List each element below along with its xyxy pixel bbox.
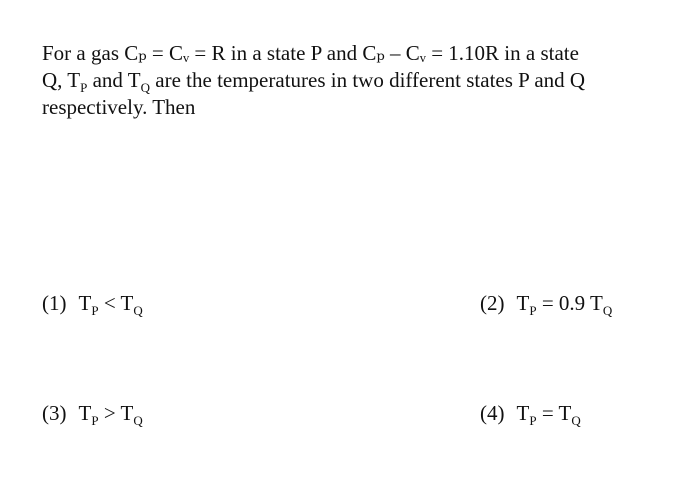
temperature-q-subscript: Q <box>140 80 151 95</box>
option-operator: = <box>536 291 559 315</box>
option-number: (4) <box>480 401 505 425</box>
option-rhs: T <box>590 291 603 315</box>
option-lhs: T <box>78 291 92 315</box>
question-line-2-prefix: Q, T <box>42 68 81 92</box>
option-4[interactable] <box>480 400 581 427</box>
option-lhs-subscript: P <box>529 413 537 428</box>
option-rhs: T <box>120 401 134 425</box>
option-lhs: T <box>78 401 92 425</box>
option-2[interactable] <box>480 290 612 317</box>
option-number: (2) <box>480 291 505 315</box>
option-lhs: T <box>516 401 530 425</box>
option-1[interactable] <box>42 290 143 317</box>
option-rhs: T <box>558 401 572 425</box>
question-line-2-mid: and T <box>87 68 141 92</box>
option-coefficient: 0.9 <box>558 291 591 315</box>
option-lhs-subscript: P <box>91 413 99 428</box>
option-number: (3) <box>42 401 67 425</box>
option-rhs-subscript: Q <box>133 413 143 428</box>
option-lhs-subscript: P <box>91 303 99 318</box>
option-operator: < <box>98 291 121 315</box>
option-number: (1) <box>42 291 67 315</box>
option-lhs: T <box>516 291 530 315</box>
question-line-1: For a gas Cₚ = Cᵥ = R in a state P and Cₚ – Cᵥ = 1.10R in a state <box>42 41 579 65</box>
option-lhs-subscript: P <box>529 303 537 318</box>
question-line-3: respectively. Then <box>42 95 196 119</box>
option-3[interactable] <box>42 400 143 427</box>
question-line-2-suffix: are the temperatures in two different states P and Q <box>150 68 586 92</box>
option-operator: > <box>98 401 121 425</box>
question-text <box>42 40 662 121</box>
option-rhs-subscript: Q <box>133 303 143 318</box>
temperature-p-subscript: P <box>80 80 88 95</box>
option-rhs-subscript: Q <box>602 303 613 318</box>
option-rhs: T <box>120 291 134 315</box>
question-line-2 <box>42 67 662 94</box>
option-operator: = <box>536 401 559 425</box>
option-rhs-subscript: Q <box>571 413 581 428</box>
